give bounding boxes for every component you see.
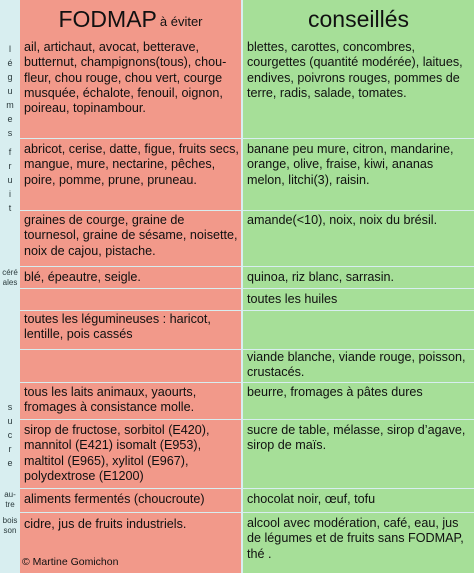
category-cereales [0, 268, 20, 288]
row-cereales-avoid: blé, épeautre, seigle. [20, 267, 241, 288]
category-letter: r [8, 161, 12, 171]
category-letter: e [7, 114, 13, 124]
row-seeds-recommended: amande(<10), noix, noix du brésil. [243, 211, 474, 266]
row-legumineuses-recommended [243, 311, 474, 349]
header-avoid-suffix: à éviter [159, 13, 203, 29]
category-fruit [0, 147, 20, 214]
category-boisson [0, 516, 20, 536]
header-avoid [20, 0, 241, 38]
row-fruit-recommended: banane peu mure, citron, mandarine, orange, olive, fraise, kiwi, ananas melon, litchi(3), raisin. [243, 139, 474, 210]
row-drinks-avoid: cidre, jus de fruits industriels. [20, 513, 241, 573]
row-seeds-avoid: graines de courge, graine de tournesol, graine de sésame, noisette, noix de cajou, pistache. [20, 211, 241, 266]
row-drinks-recommended: alcool avec modération, café, eau, jus de légumes et de fruits sans FODMAP, thé . [243, 513, 474, 573]
category-sucre [0, 402, 20, 469]
category-letter: tre [5, 500, 15, 509]
row-other-recommended: chocolat noir, œuf, tofu [243, 489, 474, 512]
category-letter: t [8, 203, 12, 213]
row-fruit-avoid: abricot, cerise, datte, figue, fruits secs, mangue, mure, nectarine, pêches, poire, pomme, prune, pruneau. [20, 139, 241, 210]
row-other-avoid: aliments fermentés (choucroute) [20, 489, 241, 512]
row-oils-recommended: toutes les huiles [243, 289, 474, 310]
row-sugar-avoid: sirop de fructose, sorbitol (E420), mannitol (E421) isomalt (E953), maltitol (E965), xylitol (E967), polydextrose (E1200) [20, 420, 241, 488]
category-autre [0, 490, 20, 510]
header-recommended [243, 0, 474, 38]
category-legumes [0, 44, 20, 139]
row-sugar-recommended: sucre de table, mélasse, sirop d’agave, sirop de maïs. [243, 420, 474, 488]
category-letter: l [9, 44, 11, 54]
category-letter: f [8, 147, 12, 157]
category-letter: i [9, 189, 11, 199]
row-dairy-recommended: beurre, fromages à pâtes dures [243, 383, 474, 419]
header-avoid-title: FODMAP [58, 5, 157, 32]
header-recommended-title: conseillés [308, 5, 409, 32]
category-letter: e [7, 458, 13, 468]
row-legumes-recommended: blettes, carottes, concombres, courgettes (quantité modérée), laitues, endives, poivrons rouges, pommes de terre, radis, salade, tomates. [243, 38, 474, 138]
category-letter: m [6, 100, 14, 110]
category-letter: c [7, 430, 13, 440]
row-meat-avoid [20, 350, 241, 382]
category-letter: é [7, 58, 13, 68]
category-letter: s [7, 128, 13, 138]
row-oils-avoid [20, 289, 241, 310]
category-letter: son [3, 526, 17, 535]
category-letter: bois [2, 516, 18, 525]
row-dairy-avoid: tous les laits animaux, yaourts, fromages à consistance molle. [20, 383, 241, 419]
category-letter: u [7, 416, 13, 426]
row-legumineuses-avoid: toutes les légumineuses : haricot, lentille, pois cassés [20, 311, 241, 349]
category-letter: s [7, 402, 13, 412]
category-letter: u [7, 175, 13, 185]
category-letter: ales [2, 278, 18, 287]
copyright-credit: © Martine Gomichon [22, 556, 119, 568]
row-legumes-avoid: ail, artichaut, avocat, betterave, butternut, champignons(tous), chou-fleur, chou rouge, chou vert, courge musquée, échalote, fenouil, oignon, poireau, topinambour. [20, 38, 241, 138]
category-letter: céré [2, 268, 18, 277]
category-letter: u [7, 86, 13, 96]
row-meat-recommended: viande blanche, viande rouge, poisson, crustacés. [243, 350, 474, 382]
row-cereales-recommended: quinoa, riz blanc, sarrasin. [243, 267, 474, 288]
category-letter: g [7, 72, 13, 82]
category-letter: r [8, 444, 12, 454]
category-letter: au- [4, 490, 16, 499]
